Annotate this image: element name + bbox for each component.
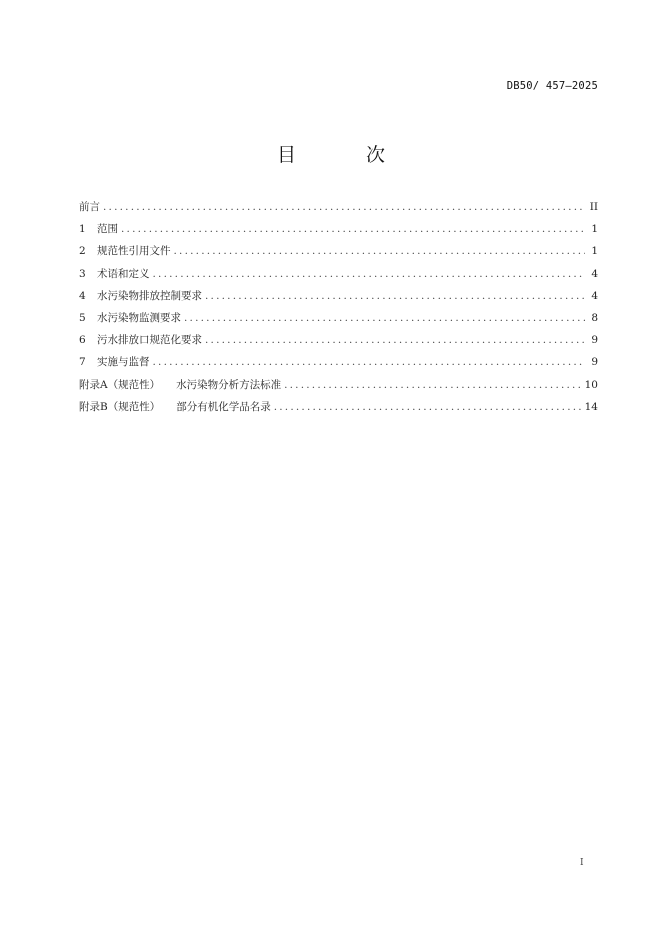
toc-section-number: 1 xyxy=(79,223,86,236)
toc-appendix-title: 部分有机化学品名录 xyxy=(176,400,271,413)
toc-label: 水污染物监测要求 xyxy=(97,311,181,324)
toc-leader-dots xyxy=(103,200,585,214)
toc-page-number: 10 xyxy=(584,378,598,391)
toc-page-number: 4 xyxy=(591,289,598,302)
toc-page-number: II xyxy=(589,201,598,213)
toc-page-number: 14 xyxy=(584,400,598,413)
toc-leader-dots xyxy=(153,355,586,369)
toc-appendix-label: 附录A（规范性） xyxy=(79,378,161,391)
toc-page-number: 1 xyxy=(591,245,598,258)
toc-entry-scope[interactable] xyxy=(79,222,598,244)
toc-entry-terms-definitions[interactable] xyxy=(79,267,598,289)
page-title: 目 次 xyxy=(276,144,418,166)
toc-leader-dots xyxy=(174,244,586,258)
toc-page-number: 9 xyxy=(591,356,598,369)
toc-page-number: 1 xyxy=(591,223,598,236)
document-code: DB50/ 457—2025 xyxy=(506,80,598,92)
toc-appendix-title: 水污染物分析方法标准 xyxy=(176,378,282,391)
toc-entry-implementation[interactable] xyxy=(79,355,598,377)
toc-section-number: 6 xyxy=(79,334,86,347)
toc-section-number: 2 xyxy=(79,245,86,258)
toc-label: 水污染物排放控制要求 xyxy=(97,289,202,302)
toc-entry-outlet-standardization[interactable] xyxy=(79,333,598,355)
toc-label: 术语和定义 xyxy=(97,267,150,280)
toc-section-number: 4 xyxy=(79,289,86,302)
toc-entry-emission-control[interactable] xyxy=(79,289,598,311)
table-of-contents xyxy=(79,200,598,422)
toc-leader-dots xyxy=(205,333,585,347)
toc-page-number: 4 xyxy=(591,267,598,280)
toc-label: 污水排放口规范化要求 xyxy=(97,334,202,347)
toc-entry-appendix-a[interactable] xyxy=(79,378,598,400)
toc-entry-foreword[interactable] xyxy=(79,200,598,222)
toc-leader-dots xyxy=(205,289,585,303)
toc-leader-dots xyxy=(274,400,582,414)
toc-entry-appendix-b[interactable] xyxy=(79,400,598,422)
toc-section-number: 3 xyxy=(79,267,86,280)
toc-section-number: 5 xyxy=(79,311,86,324)
toc-leader-dots xyxy=(121,222,585,236)
toc-leader-dots xyxy=(284,378,582,392)
toc-label: 前言 xyxy=(79,201,100,213)
toc-section-number: 7 xyxy=(79,356,86,369)
toc-entry-normative-references[interactable] xyxy=(79,244,598,266)
toc-page-number: 8 xyxy=(591,311,598,324)
toc-label: 实施与监督 xyxy=(97,356,150,369)
toc-appendix-label: 附录B（规范性） xyxy=(79,400,161,413)
toc-page-number: 9 xyxy=(591,334,598,347)
toc-leader-dots xyxy=(184,311,585,325)
toc-leader-dots xyxy=(153,267,586,281)
toc-label: 范围 xyxy=(97,223,118,236)
toc-entry-monitoring[interactable] xyxy=(79,311,598,333)
toc-label: 规范性引用文件 xyxy=(97,245,171,258)
footer-page-number: I xyxy=(580,858,584,868)
